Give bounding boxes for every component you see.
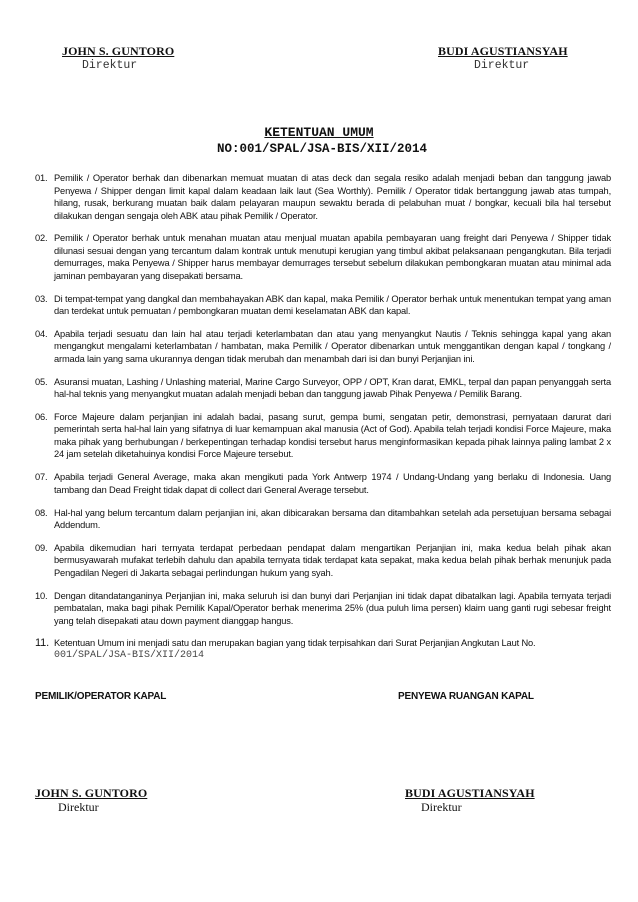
clause-text: Apabila terjadi General Average, maka akan mengikuti pada York Antwerp 1974 / Undang-Undang yang berlaku di Indonesia. Uang tambang dan Dead Freight tidak dapat di collect dari General Average tersebut. xyxy=(54,472,611,495)
header-right-name: BUDI AGUSTIANSYAH xyxy=(438,44,568,58)
clause-06 xyxy=(35,411,611,461)
clause-number: 02. xyxy=(35,233,48,244)
clause-03 xyxy=(35,293,611,318)
header-left-role: Direktur xyxy=(82,59,138,72)
clause-text: Pemilik / Operator berhak dan dibenarkan memuat muatan di atas deck dan segala resiko adalah menjadi beban dan tanggung jawab Penyewa / Shipper dengan limit kapal dalam keadaan laik laut (Sea Worthly). Pemilik / Operator tidak bertanggung jawab atas tumpah, hilang, rusak, berkurang muatan baik dalam pelayaran maupun sewaktu berada di pelabuhan muat / bongkar, kecuali bila hal tersebut dilakukan dengan sengaja oleh ABK atau pihak Pemilik / Operator. xyxy=(54,173,611,221)
clause-05 xyxy=(35,376,611,401)
clause-number: 01. xyxy=(35,173,48,183)
clause-number: 03. xyxy=(35,293,48,304)
header-left-name: JOHN S. GUNTORO xyxy=(62,44,175,58)
clause-number: 09. xyxy=(35,542,48,553)
clause-01 xyxy=(35,172,611,222)
clause-number: 11. xyxy=(35,637,50,650)
clause-11 xyxy=(35,637,611,662)
clause-number: 04. xyxy=(35,328,48,339)
clause-number: 08. xyxy=(35,507,48,518)
signature-left-role: Direktur xyxy=(58,800,99,814)
clause-10 xyxy=(35,590,611,628)
clause-text: Apabila terjadi sesuatu dan lain hal atau terjadi keterlambatan dan atau yang menyangkut Nautis / Teknis sehingga kapal yang akan mengangkut mengalami keterlambatan / hambatan, maka Pemilik / Operator dibenarkan untuk menggantikan dengan kapal / tongkang / armada lain yang sama ukurannya dengan tidak merubah dan menambah dari isi dan bunyi Perjanjian ini. xyxy=(54,328,611,364)
clause-02 xyxy=(35,232,611,282)
clause-08 xyxy=(35,507,611,532)
clause-text: Asuransi muatan, Lashing / Unlashing material, Marine Cargo Surveyor, OPP / OPT, Kran darat, EMKL, terpal dan papan penyanggah serta hal-hal teknis yang menyangkut muatan adalah menjadi beban dan tanggung jawab Pihak Penyewa / Pemilik Barang. xyxy=(54,376,611,400)
signature-right-role: Direktur xyxy=(421,800,462,814)
clause-text: Apabila dikemudian hari ternyata terdapat perbedaan pendapat dalam mengartikan Perjanjian ini, maka kedua belah pihak akan bermusyawarah mufakat terlebih dahulu dan apabila ternyata tidak terdapat kata sepakat, maka kedua belah pihak berhak menunjuk pada Pengadilan Negeri di Jakarta sebagai perlindungan hukum yang syah. xyxy=(54,542,611,578)
clause-number: 10. xyxy=(35,590,48,601)
clause-07 xyxy=(35,471,611,496)
agreement-reference: 001/SPAL/JSA-BIS/XII/2014 xyxy=(54,649,205,661)
signature-right-name: BUDI AGUSTIANSYAH xyxy=(405,786,535,800)
clause-number: 06. xyxy=(35,411,48,422)
document-title: KETENTUAN UMUM xyxy=(264,125,374,140)
document-number: NO:001/SPAL/JSA-BIS/XII/2014 xyxy=(217,142,428,156)
clause-text: Pemilik / Operator berhak untuk menahan muatan atau menjual muatan apabila pembayaran uang freight dari Penyewa / Shipper tidak dilunasi sesuai dengan yang tercantum dalam kontrak untuk menutupi kerugian yang timbul akibat pelaksanaan pengangkutan. Bila terjadi demurrages, maka Penyewa / Shipper harus membayar demurrages tersebut sebelum dilakukan pembongkaran muatan atau minimal ada jaminan pembayaran yang disepakati bersama. xyxy=(54,233,611,281)
clause-text: Force Majeure dalam perjanjian ini adalah badai, pasang surut, gempa bumi, sengatan petir, demonstrasi, pernyataan darurat dari pemerintah serta hal-hal lain yang sifatnya di luar kemampuan akal manusia (Act of God). Apabila telah terjadi kondisi Force Majeure, maka maka pihak yang berhubungan / berkepentingan terhadap kondisi tersebut harus menginformasikan kepada pihak lainnya paling lambat 2 x 24 jam setelah diketahuinya kondisi Force Majeure tersebut. xyxy=(54,411,611,460)
clause-text: Ketentuan Umum ini menjadi satu dan merupakan bagian yang tidak terpisahkan dari Surat Perjanjian Angkutan Laut No. xyxy=(54,638,536,649)
clause-text: Dengan ditandatanganinya Perjanjian ini, maka seluruh isi dan bunyi dari Perjanjian ini tidak dapat dibatalkan lagi. Apabila ternyata terjadi pembatalan, maka bagi pihak Pemilik Kapal/Operator berhak menerima 25% (dua puluh lima persen) klaim uang ganti rugi sebesar freight yang telah disepakati atau down payment dianggap hangus. xyxy=(54,590,611,626)
clause-list xyxy=(35,172,611,673)
clause-04 xyxy=(35,328,611,366)
clause-number: 05. xyxy=(35,376,48,387)
signatory-left-label: PEMILIK/OPERATOR KAPAL xyxy=(35,691,167,702)
header-right-role: Direktur xyxy=(474,59,530,72)
clause-number: 07. xyxy=(35,472,48,483)
clause-text: Di tempat-tempat yang dangkal dan membahayakan ABK dan kapal, maka Pemilik / Operator berhak untuk menentukan tempat yang aman dan terdekat untuk pemuatan / pembongkaran muatan demi keselamatan ABK dan kapal. xyxy=(54,293,611,317)
clause-09 xyxy=(35,542,611,580)
clause-text: Hal-hal yang belum tercantum dalam perjanjian ini, akan dibicarakan bersama dan ditambahkan setelah ada persetujuan bersama sebagai Addendum. xyxy=(54,507,611,531)
signature-left-name: JOHN S. GUNTORO xyxy=(35,786,148,800)
signatory-right-label: PENYEWA RUANGAN KAPAL xyxy=(398,691,534,702)
